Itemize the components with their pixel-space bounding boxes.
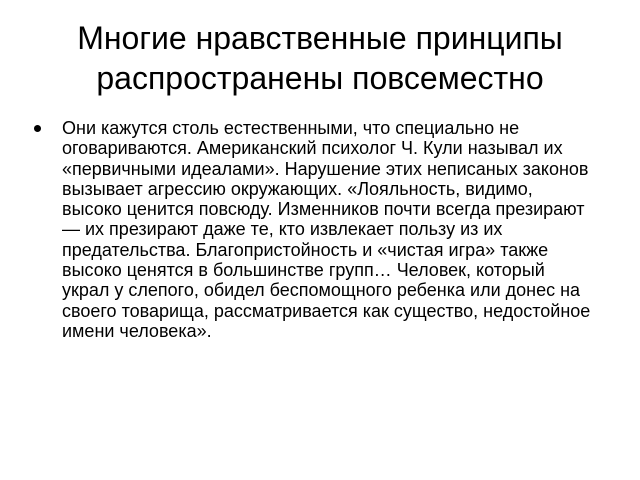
bullet-dot-icon bbox=[34, 125, 41, 132]
bullet-item bbox=[32, 118, 592, 341]
bullet-list bbox=[32, 118, 592, 341]
bullet-text: Они кажутся столь естественными, что специально не оговариваются. Американский психолог Ч. Кули называл их «первичными идеалами». Нарушение этих неписаных законов вызывает агрессию окружающих. «Лояльность, видимо, высоко ценится повсюду. Изменников почти всегда презирают — их презирают даже те, кто извлекает пользу из их предательства. Благопристойность и «чистая игра» также высоко ценятся в большинстве групп… Человек, который украл у слепого, обидел беспомощного ребенка или донес на своего товарища, рассматривается как существо, недостойное имени человека». bbox=[62, 118, 591, 341]
slide-title: Многие нравственные принципы распространены повсеместно bbox=[77, 20, 563, 96]
